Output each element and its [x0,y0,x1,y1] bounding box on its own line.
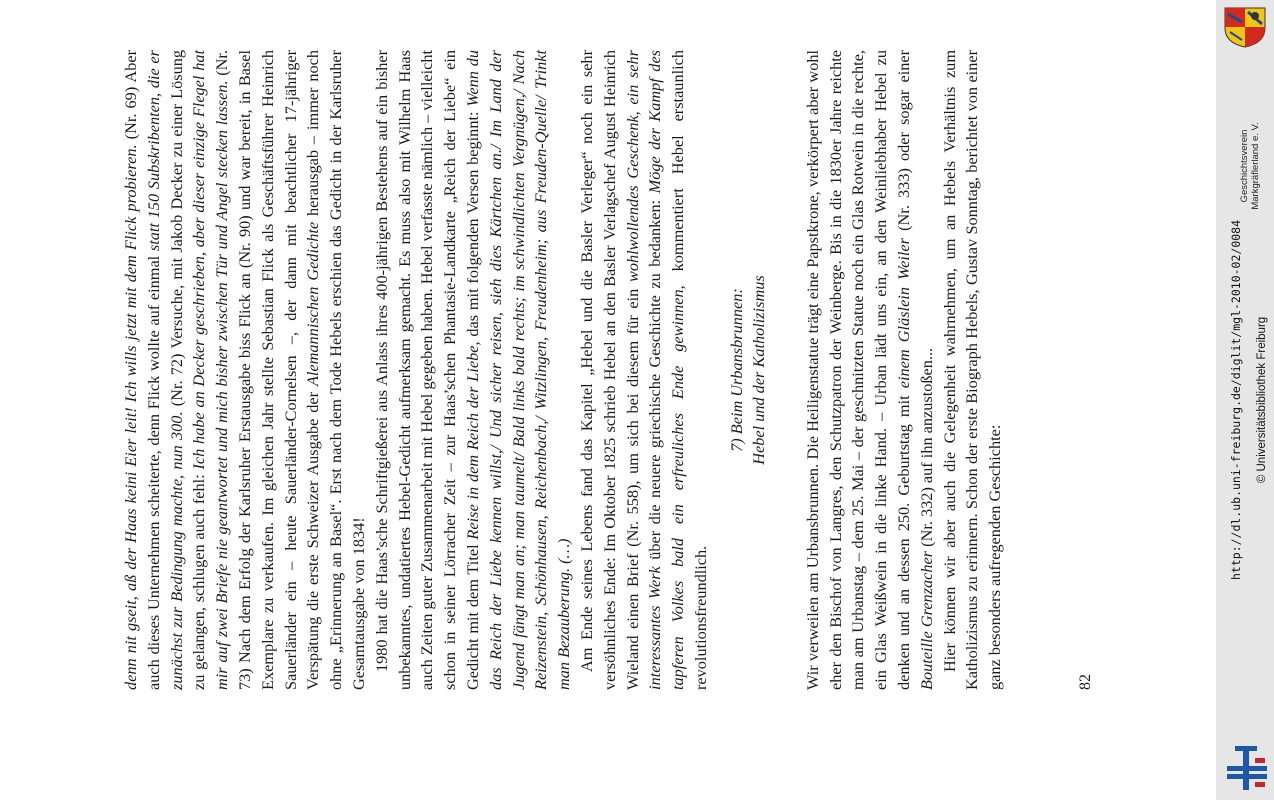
text-run: (Nr. 69) Aber auch dieses Unternehmen scheiterte, denn Flick wollte auf einmal [121,50,163,690]
text-run: (Nr. 72) Versuche, mit Jakob Decker zu einer Lösung zu gelangen, schlugen auch fehl: [166,49,209,690]
society-line-1: Geschichtsverein [1239,129,1250,203]
document-url-text[interactable]: http://dl.ub.uni-freiburg.de/diglit/mgl-2010-02/0084 [1229,219,1243,581]
section-heading-line-1: 7) Beim Urbansbrunnen: [726,288,746,452]
text-run: (Nr. 73) Nach dem Erfolg der Karlsruher Erstausgabe biss Flick an (Nr. 90) und war bereit, in Basel Exemplare zu verkaufen. Im gleichen Jahr stellte Sebastian Flick als Geschäftsführer Heinrich Sauerländer ein – heute Sauerländer-Cornelsen –, der dann mit beachtlicher 17-jähriger Verspätung die erste Schweizer Ausgabe der [212,49,323,690]
section-heading-line-2: Hebel und der Katholizismus [748,275,768,465]
paragraph-haas-1980 [371,50,576,690]
text-run: Wenn du das Reich der Liebe kennen willst,/ Und sicher reisen, sieh dies Kärtchen an./ Im Land der Jugend fängt man an; man taumelt/ Bald links bald rechts; im schwindlichten Vergnügen,/ Nach Reizenstein, Schönhausen, Reichenbach,/ Witzlingen, Freudenheim; aus Freuden-Quelle/ Trinkt man Bezauberung. (…) [462,50,574,690]
society-line-2: Markgräflerland e. V. [1250,122,1261,210]
text-run: wohlwollendes Geschenk, ein sehr interessantes Werk [622,50,665,690]
university-library-logo-icon [1225,744,1269,792]
text-run: Hier können wir aber auch die Gelegenheit wahrnehmen, um an Hebels Verhältnis zum Katholizismus zu erinnern. Schon der erste Biograph Hebels, Gustav Sonntag, berichtet von einer ganz besonders aufregenden Geschichte: [939,50,1005,690]
section-heading [726,50,770,690]
text-run: Wir verweilen am Urbansbrunnen. Die Heiligenstatue trägt eine Papstkrone, verkörpert aber wohl eher den Bischof von Langres, den Schutzpatron der Weinberge. Bis in die 1830er Jahre reichte man am Urbanstag – dem 25. Mai – der geschnitzten Statue noch ein Glas Rotwein in die rechte, ein Glas Weißwein in die linke Hand. – Urban lädt uns ein, an den Weinliebhaber Hebel zu denken und an dessen 250. Geburtstag mit [802,50,913,690]
text-run: , kommentiert Hebel erstaunlich revolutionsfreundlich. [668,49,710,690]
text-run: , das mit folgenden Versen beginnt: [462,106,482,346]
text-run: Möge der Kampf des tapferen Volkes bald ein erfreuliches Ende gewinnen [645,49,688,690]
text-run: Ich habe an Decker geschrieben, aber dieser einzige Flegel hat mir auf zwei Briefe nie geantwortet und mich bisher zwischen Tür und Angel stecken lassen. [189,49,232,690]
text-run: Alemannischen Gedichte [303,221,323,387]
text-run: Am Ende seines Lebens fand das Kapitel „Hebel und die Basler Verleger“ noch ein sehr versöhnliches Ende: Im Oktober 1825 schrieb Hebel an den Basler Verlagschef August Heinrich Wieland einen Brief (Nr. 558), um sich bei diesem für ein [576,50,642,690]
paragraph-haas-flick [120,50,371,690]
text-run: (Nr. 333) oder sogar einer [893,49,913,238]
text-run: herausgab – immer noch ohne „Erinnerung an Basel“. Erst nach dem Tode Hebels erschien das Gedicht in der Karlsruher Gesamtausgabe von 1834! [303,50,368,690]
page-number: 82 [1077,674,1094,690]
scanned-page [120,50,1120,690]
text-run: über die neuere griechische Geschichte zu bedanken: [645,193,665,567]
paragraph-katholizismus [939,50,1007,690]
coat-of-arms-icon [1222,6,1268,48]
copyright-text: © Universitätsbibliothek Freiburg [1256,316,1268,484]
text-run: statt 150 Subskribenten, die er zunächst zur Bedingung machte, nun 300. [143,50,186,690]
text-run: einem Gläslein Weiler [893,238,913,389]
text-run: Bouteille Grenzacher [916,550,936,690]
text-run: 1980 hat die Haas’sche Schriftgießerei aus Anlass ihres 400-jährigen Bestehens auf ein bisher unbekanntes, undatiertes Hebel-Gedicht aufmerksam gemacht. Es muss also mit Wilhelm Haas auch Zeiten guter Zusammenarbeit mit Hebel gegeben haben. Hebel verfasste nämlich – vielleicht schon in seiner Lörracher Zeit – zur Haas’schen Phantasie-Landkarte „Reich der Liebe“ ein Gedicht mit dem Titel [371,50,482,690]
text-run: (Nr. 332) auf ihn anzustoßen... [916,347,936,551]
paragraph-urbansbrunnen [802,50,939,690]
text-run: denn nit gseit, aß der Haas keini Eier leit! Ich wills jetzt mit dem Flick probieren. [121,144,140,690]
paragraph-end-of-life [576,50,713,690]
society-name [1239,106,1261,226]
text-run: Reise in dem Reich der Liebe [462,345,482,540]
